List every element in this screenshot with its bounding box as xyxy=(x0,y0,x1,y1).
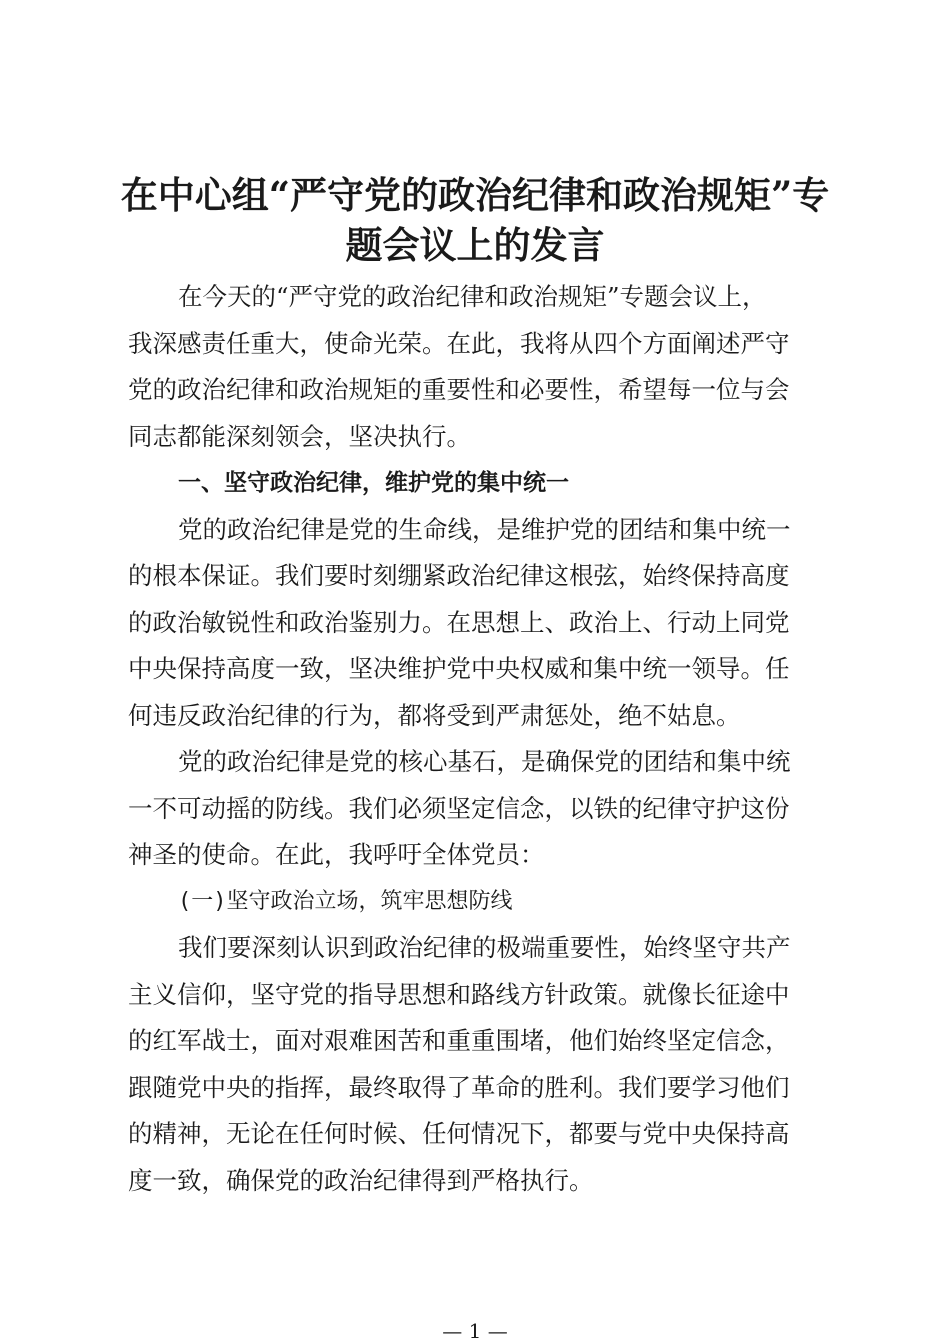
text-line: 的红军战士，面对艰难困苦和重重围堵，他们始终坚定信念， xyxy=(128,1026,790,1055)
text-line: 我深感责任重大，使命光荣。在此，我将从四个方面阐述严守 xyxy=(128,328,790,358)
text-line: 的根本保证。我们要时刻绷紧政治纪律这根弦，始终保持高度 xyxy=(128,561,790,590)
text-line: 同志都能深刻领会，坚决执行。 xyxy=(128,421,471,451)
text-line: 我们要深刻认识到政治纪律的极端重要性，始终坚守共产 xyxy=(178,933,791,962)
text-line: 主义信仰，坚守党的指导思想和路线方针政策。就像长征途中 xyxy=(128,979,790,1009)
text-line: 在今天的“严守党的政治纪律和政治规矩”专题会议上， xyxy=(178,282,767,311)
text-line: 的政治敏锐性和政治鉴别力。在思想上、政治上、行动上同党 xyxy=(128,607,790,637)
text-line: 何违反政治纪律的行为，都将受到严肃惩处，绝不姑息。 xyxy=(128,700,741,730)
text-line: 的精神，无论在任何时候、任何情况下，都要与党中央保持高 xyxy=(128,1119,790,1148)
document-body xyxy=(128,274,828,1204)
text-line: (一)坚守政治立场，筑牢思想防线 xyxy=(178,888,513,914)
text-line: 党的政治纪律是党的生命线，是维护党的团结和集中统一 xyxy=(178,514,791,544)
text-line: 一、坚守政治纪律，维护党的集中统一 xyxy=(178,470,569,496)
text-line: 神圣的使命。在此，我呼吁全体党员： xyxy=(128,840,545,869)
document-title-line-2: 题会议上的发言 xyxy=(345,223,605,267)
text-line: 一不可动摇的防线。我们必须坚定信念，以铁的纪律守护这份 xyxy=(128,793,790,823)
text-line: 党的政治纪律和政治规矩的重要性和必要性，希望每一位与会 xyxy=(128,375,790,404)
document-title-line-1: 在中心组“严守党的政治纪律和政治规矩”专 xyxy=(120,173,830,217)
text-line: 党的政治纪律是党的核心基石，是确保党的团结和集中统 xyxy=(178,747,791,776)
text-line: 中央保持高度一致，坚决维护党中央权威和集中统一领导。任 xyxy=(128,654,790,683)
text-line: 跟随党中央的指挥，最终取得了革命的胜利。我们要学习他们 xyxy=(128,1072,790,1102)
text-line: 度一致，确保党的政治纪律得到严格执行。 xyxy=(128,1165,594,1195)
page-number: — 1 — xyxy=(442,1319,508,1343)
